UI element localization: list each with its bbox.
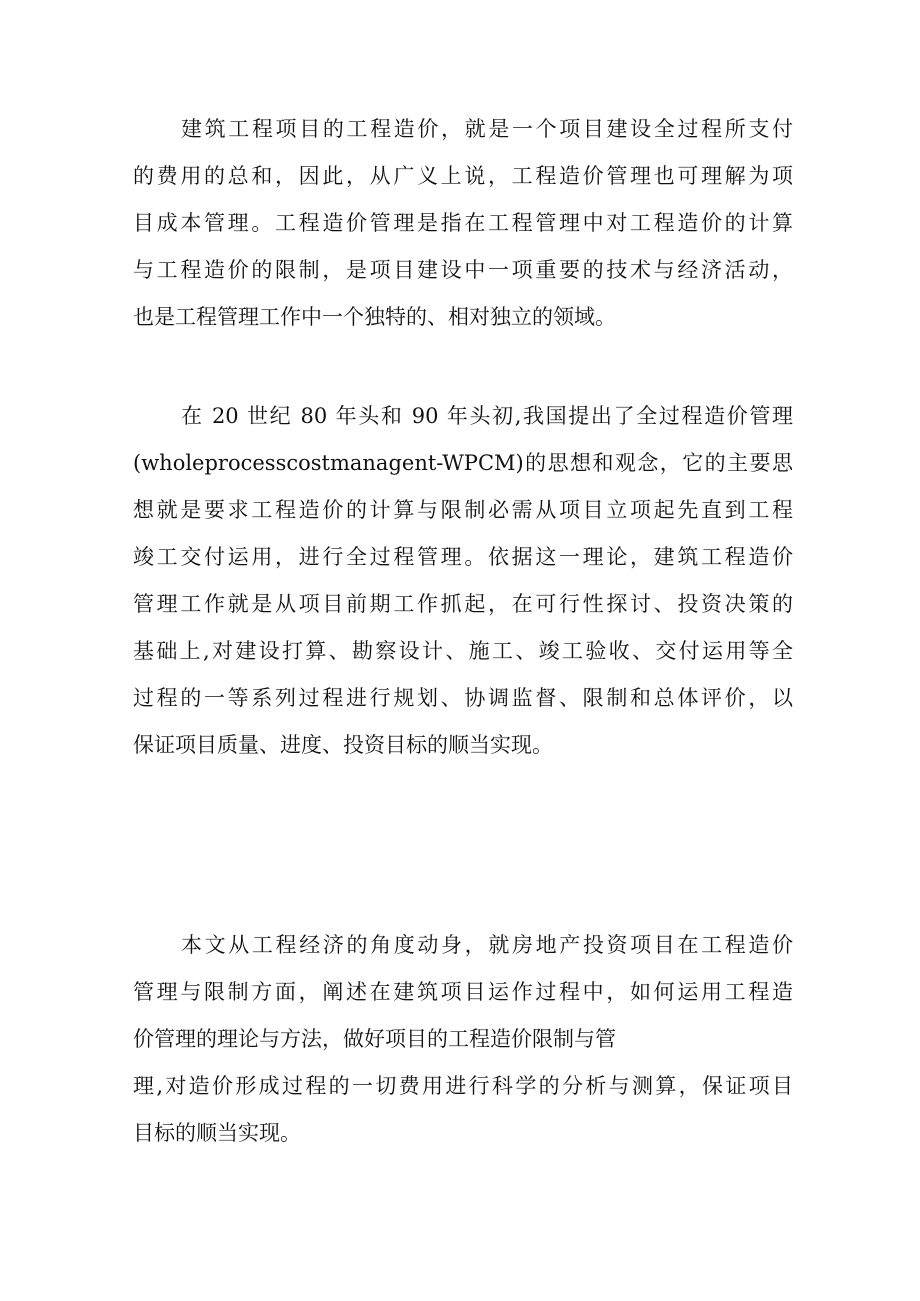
text-line: 目成本管理。工程造价管理是指在工程管理中对工程造价的计算 <box>133 211 793 235</box>
text-line: 目标的顺当实现。 <box>133 1121 301 1145</box>
text-line: 本文从工程经济的角度动身，就房地产投资项目在工程造价 <box>181 933 793 957</box>
text-line: 过程的一等系列过程进行规划、协调监督、限制和总体评价，以 <box>133 686 793 710</box>
text-line: 建筑工程项目的工程造价，就是一个项目建设全过程所支付 <box>181 117 793 141</box>
text-line: 想就是要求工程造价的计算与限制必需从项目立项起先直到工程 <box>133 498 793 522</box>
text-line: 与工程造价的限制，是项目建设中一项重要的技术与经济活动， <box>133 258 793 282</box>
text-line: 也是工程管理工作中一个独特的、相对独立的领域。 <box>133 305 616 329</box>
text-line: 理,对造价形成过程的一切费用进行科学的分析与测算，保证项目 <box>133 1074 793 1098</box>
paragraph-1 <box>133 106 793 341</box>
text-line: 管理工作就是从项目前期工作抓起，在可行性探讨、投资决策的 <box>133 592 793 616</box>
text-line: 竣工交付运用，进行全过程管理。依据这一理论，建筑工程造价 <box>133 545 793 569</box>
text-line: 在 20 世纪 80 年头和 90 年头初,我国提出了全过程造价管理 <box>181 404 793 428</box>
paragraph-2 <box>133 393 793 769</box>
text-line: 的费用的总和，因此，从广义上说，工程造价管理也可理解为项 <box>133 164 793 188</box>
text-line: 保证项目质量、进度、投资目标的顺当实现。 <box>133 733 553 757</box>
text-line: 基础上,对建设打算、勘察设计、施工、竣工验收、交付运用等全 <box>133 639 793 663</box>
paragraph-3 <box>133 922 793 1157</box>
text-line: 价管理的理论与方法，做好项目的工程造价限制与管 <box>133 1027 616 1051</box>
text-line: 管理与限制方面，阐述在建筑项目运作过程中，如何运用工程造 <box>133 980 793 1004</box>
text-line: (wholeprocesscostmanagent-WPCM)的思想和观念，它的主要思 <box>133 451 793 475</box>
